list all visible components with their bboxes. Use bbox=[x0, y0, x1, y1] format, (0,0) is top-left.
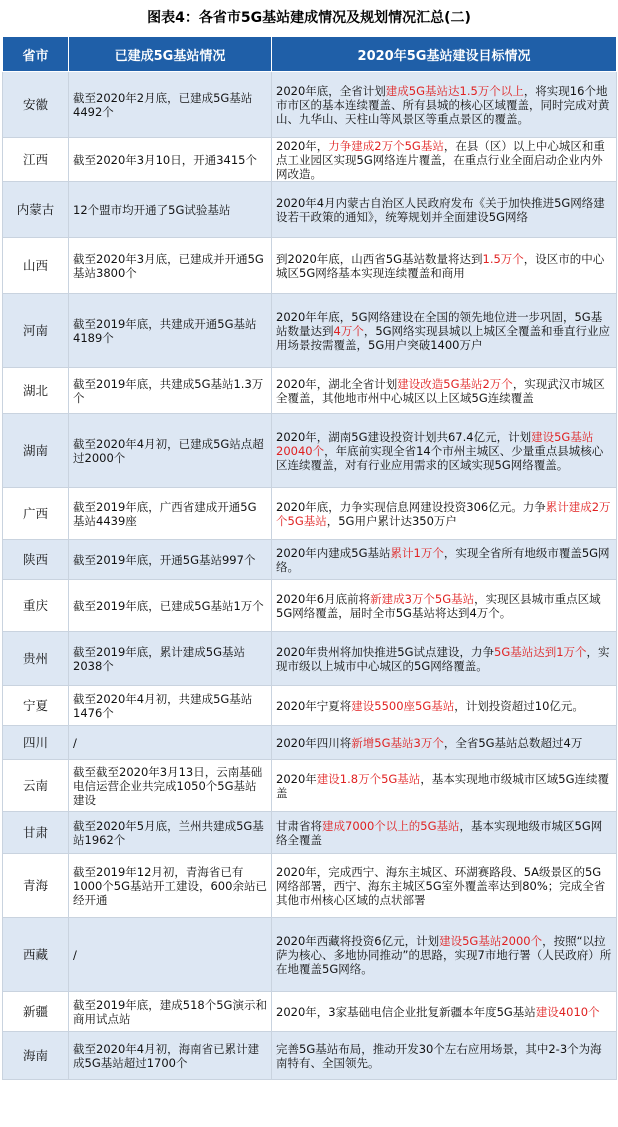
target-cell bbox=[272, 488, 617, 540]
table-row bbox=[3, 488, 617, 540]
target-text: ，按照“以拉萨为核心、多地协同推动”的思路，实现7市地行署（人民政府）所在地覆盖5G网络。 bbox=[276, 933, 612, 976]
highlighted-target-text: 累计建成2万个5G基站 bbox=[276, 499, 611, 528]
province-cell: 甘肃 bbox=[3, 812, 69, 854]
target-text: ，基本实现地市级城市区域5G连续覆盖 bbox=[276, 771, 610, 800]
province-cell: 安徽 bbox=[3, 72, 69, 138]
table-row bbox=[3, 686, 617, 726]
target-cell bbox=[272, 138, 617, 182]
table-body bbox=[3, 72, 617, 1080]
highlighted-target-text: 建成5G基站达1.5万个以上 bbox=[385, 83, 524, 98]
built-cell: 截至2019年底，开通5G基站997个 bbox=[69, 540, 272, 580]
table-row bbox=[3, 138, 617, 182]
table-row bbox=[3, 540, 617, 580]
province-cell: 陕西 bbox=[3, 540, 69, 580]
highlighted-target-text: 累计1万个 bbox=[390, 545, 444, 560]
target-text: 2020年4月内蒙古自治区人民政府发布《关于加快推进5G网络建设若干政策的通知》，统筹规划并全面建设5G网络 bbox=[276, 195, 605, 224]
target-cell bbox=[272, 72, 617, 138]
province-cell: 新疆 bbox=[3, 992, 69, 1032]
target-text: ，在县（区）以上中心城区和重点工业园区实现5G网络连片覆盖，在重点行业全面启动企业内外网改造。 bbox=[276, 138, 605, 181]
built-cell: 截至2019年底，共建成开通5G基站4189个 bbox=[69, 294, 272, 368]
target-cell bbox=[272, 760, 617, 812]
province-5g-table bbox=[2, 36, 617, 1080]
target-text: 2020年， bbox=[276, 138, 329, 153]
province-cell: 宁夏 bbox=[3, 686, 69, 726]
target-cell bbox=[272, 238, 617, 294]
highlighted-target-text: 4万个 bbox=[333, 323, 364, 338]
built-cell: 截至2019年底，建成518个5G演示和商用试点站 bbox=[69, 992, 272, 1032]
highlighted-target-text: 建设4010个 bbox=[535, 1004, 600, 1019]
built-cell: 截至2020年4月初，已建成5G站点超过2000个 bbox=[69, 414, 272, 488]
target-text: 2020年6月底前将 bbox=[276, 591, 371, 606]
target-text: ，实现区县城市重点区域5G网络覆盖，届时全市5G基站将达到4万个。 bbox=[276, 591, 601, 620]
target-text: 2020年，湖北全省计划 bbox=[276, 376, 398, 391]
target-cell bbox=[272, 854, 617, 918]
target-text: 2020年内建成5G基站 bbox=[276, 545, 391, 560]
table-row bbox=[3, 72, 617, 138]
column-header-built: 已建成5G基站情况 bbox=[69, 37, 272, 72]
column-header-target: 2020年5G基站建设目标情况 bbox=[272, 37, 617, 72]
highlighted-target-text: 建设5500座5G基站 bbox=[351, 698, 455, 713]
province-cell: 山西 bbox=[3, 238, 69, 294]
target-cell bbox=[272, 686, 617, 726]
column-header-province: 省市 bbox=[3, 37, 69, 72]
province-cell: 河南 bbox=[3, 294, 69, 368]
table-row bbox=[3, 992, 617, 1032]
target-text: 完善5G基站布局，推动开发30个左右应用场景，其中2-3个为海南特有、全国领先。 bbox=[276, 1041, 602, 1070]
target-text: ，计划投资超过10亿元。 bbox=[454, 698, 584, 713]
target-cell bbox=[272, 918, 617, 992]
table-row bbox=[3, 182, 617, 238]
table-row bbox=[3, 368, 617, 414]
built-cell: 截至2020年4月初，共建成5G基站1476个 bbox=[69, 686, 272, 726]
built-cell: 截至2020年3月10日，开通3415个 bbox=[69, 138, 272, 182]
built-cell: 截至截至2020年3月13日，云南基础电信运营企业共完成1050个5G基站建设 bbox=[69, 760, 272, 812]
target-text: ，全省5G基站总数超过4万 bbox=[443, 735, 583, 750]
target-cell bbox=[272, 294, 617, 368]
table-row bbox=[3, 760, 617, 812]
target-cell bbox=[272, 992, 617, 1032]
table-row bbox=[3, 294, 617, 368]
highlighted-target-text: 1.5万个 bbox=[482, 251, 524, 266]
province-cell: 四川 bbox=[3, 726, 69, 760]
highlighted-target-text: 建设5G基站20040个 bbox=[276, 429, 594, 458]
page-title: 图表4：各省市5G基站建成情况及规划情况汇总(二) bbox=[147, 10, 471, 26]
province-cell: 海南 bbox=[3, 1032, 69, 1080]
target-text: 2020年贵州将加快推进5G试点建设，力争 bbox=[276, 644, 494, 659]
province-cell: 青海 bbox=[3, 854, 69, 918]
target-cell bbox=[272, 726, 617, 760]
target-text: 2020年西藏将投资6亿元，计划 bbox=[276, 933, 440, 948]
built-cell: 12个盟市均开通了5G试验基站 bbox=[69, 182, 272, 238]
province-cell: 湖南 bbox=[3, 414, 69, 488]
built-cell: 截至2019年底，累计建成5G基站2038个 bbox=[69, 632, 272, 686]
target-text: 2020年，完成西宁、海东主城区、环湖赛路段、5A级景区的5G网络部署，西宁、海东主城区5G室外覆盖率达到80%；完成全省其他市州核心区域的点状部署 bbox=[276, 864, 606, 907]
target-cell bbox=[272, 1032, 617, 1080]
target-text: 2020年底，全省计划 bbox=[276, 83, 386, 98]
target-text: 2020年，3家基础电信企业批复新疆本年度5G基站 bbox=[276, 1004, 536, 1019]
target-text: 2020年 bbox=[276, 771, 317, 786]
province-cell: 贵州 bbox=[3, 632, 69, 686]
province-cell: 湖北 bbox=[3, 368, 69, 414]
table-row bbox=[3, 414, 617, 488]
target-text: 到2020年底，山西省5G基站数量将达到 bbox=[276, 251, 483, 266]
built-cell: 截至2020年5月底，兰州共建成5G基站1962个 bbox=[69, 812, 272, 854]
target-text: ，实现武汉市城区全覆盖，其他地市州中心城区以上区域5G连续覆盖 bbox=[276, 376, 605, 405]
target-cell bbox=[272, 580, 617, 632]
target-cell bbox=[272, 368, 617, 414]
province-cell: 内蒙古 bbox=[3, 182, 69, 238]
built-cell: 截至2019年底，共建成5G基站1.3万个 bbox=[69, 368, 272, 414]
built-cell: / bbox=[69, 726, 272, 760]
province-cell: 重庆 bbox=[3, 580, 69, 632]
built-cell: 截至2020年4月初，海南省已累计建成5G基站超过1700个 bbox=[69, 1032, 272, 1080]
province-cell: 西藏 bbox=[3, 918, 69, 992]
target-cell bbox=[272, 812, 617, 854]
table-row bbox=[3, 726, 617, 760]
target-text: ，年底前实现全省14个市州主城区、少量重点县城核心区连续覆盖，对有行业应用需求的区域实现5G网络覆盖。 bbox=[276, 443, 604, 472]
table-row bbox=[3, 854, 617, 918]
target-text: 2020年，湖南5G建设投资计划共67.4亿元，计划 bbox=[276, 429, 532, 444]
target-cell bbox=[272, 540, 617, 580]
built-cell: 截至2020年3月底，已建成并开通5G基站3800个 bbox=[69, 238, 272, 294]
target-text: ，5G网络实现县城以上城区全覆盖和垂直行业应用场景按需覆盖，5G用户突破1400万户 bbox=[276, 323, 611, 352]
table-row bbox=[3, 812, 617, 854]
highlighted-target-text: 新建成3万个5G基站 bbox=[370, 591, 475, 606]
highlighted-target-text: 建设5G基站2000个 bbox=[439, 933, 543, 948]
table-row bbox=[3, 1032, 617, 1080]
province-cell: 云南 bbox=[3, 760, 69, 812]
built-cell: 截至2020年2月底，已建成5G基站4492个 bbox=[69, 72, 272, 138]
highlighted-target-text: 建设1.8万个5G基站 bbox=[316, 771, 421, 786]
target-cell bbox=[272, 632, 617, 686]
built-cell: / bbox=[69, 918, 272, 992]
table-header bbox=[3, 37, 617, 72]
built-cell: 截至2019年12月初，青海省已有1000个5G基站开工建设，600余站已经开通 bbox=[69, 854, 272, 918]
highlighted-target-text: 建设改造5G基站2万个 bbox=[397, 376, 513, 391]
target-text: ，将实现16个地市市区的基本连续覆盖、所有县城的核心区域覆盖，同时完成对黄山、九华山、天柱山等风景区等重点景区的覆盖。 bbox=[276, 83, 610, 126]
target-text: ，实现市级以上城市中心城区的5G网络覆盖。 bbox=[276, 644, 610, 673]
target-cell bbox=[272, 414, 617, 488]
table-row bbox=[3, 632, 617, 686]
table-row bbox=[3, 918, 617, 992]
target-text: ，实现全省所有地级市覆盖5G网络。 bbox=[276, 545, 610, 574]
built-cell: 截至2019年底，广西省建成开通5G基站4439座 bbox=[69, 488, 272, 540]
target-text: 2020年年底，5G网络建设在全国的领先地位进一步巩固，5G基站数量达到 bbox=[276, 309, 603, 338]
highlighted-target-text: 力争建成2万个5G基站 bbox=[328, 138, 444, 153]
highlighted-target-text: 5G基站达到1万个 bbox=[494, 644, 587, 659]
target-cell bbox=[272, 182, 617, 238]
table-row bbox=[3, 238, 617, 294]
target-text: 2020年四川将 bbox=[276, 735, 352, 750]
target-text: ，基本实现地级市城区5G网络全覆盖 bbox=[276, 818, 603, 847]
target-text: 2020年宁夏将 bbox=[276, 698, 352, 713]
province-cell: 江西 bbox=[3, 138, 69, 182]
table-row bbox=[3, 580, 617, 632]
highlighted-target-text: 新增5G基站3万个 bbox=[351, 735, 444, 750]
target-text: ，5G用户累计达350万户 bbox=[326, 513, 457, 528]
built-cell: 截至2019年底，已建成5G基站1万个 bbox=[69, 580, 272, 632]
target-text: 甘肃省将 bbox=[276, 818, 322, 833]
highlighted-target-text: 建成7000个以上的5G基站 bbox=[322, 818, 460, 833]
target-text: ，设区市的中心城区5G网络基本实现连续覆盖和商用 bbox=[276, 251, 605, 280]
target-text: 2020年底，力争实现信息网建设投资306亿元。力争 bbox=[276, 499, 546, 514]
province-cell: 广西 bbox=[3, 488, 69, 540]
